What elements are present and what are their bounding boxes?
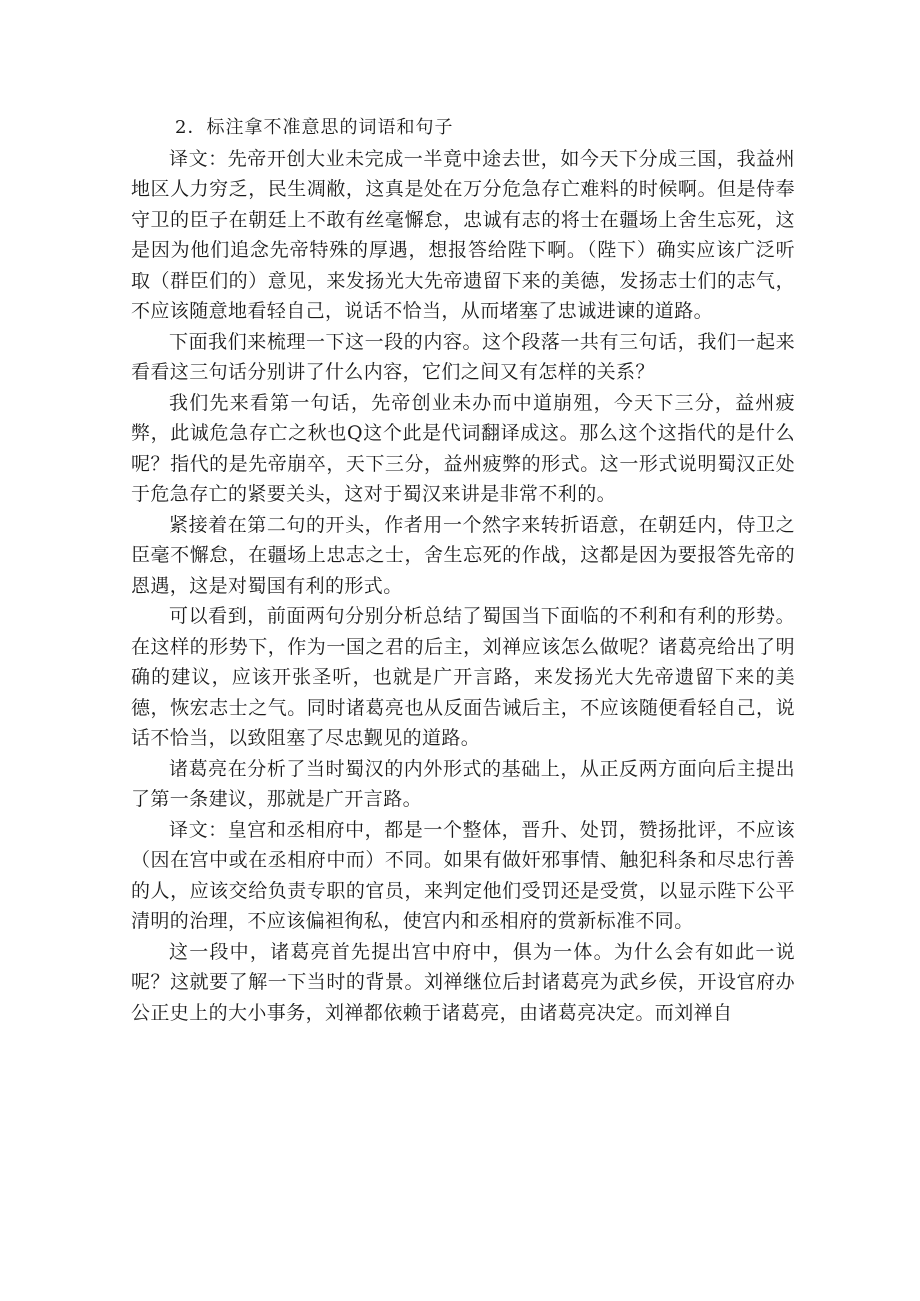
paragraph: 我们先来看第一句话，先帝创业未办而中道崩殂，今天下三分，益州疲弊，此诚危急存亡之秋也Q这个此是代词翻译成这。那么这个这指代的是什么呢？指代的是先帝崩卒，天下三分，益州疲弊的形式。这一形式说明蜀汉正处于危急存亡的紧要关头，这对于蜀汉来讲是非常不利的。 [131,391,795,505]
document-body [131,113,795,1028]
paragraph: 紧接着在第二句的开头，作者用一个然字来转折语意，在朝廷内，侍卫之臣毫不懈怠，在疆场上忠志之士，舍生忘死的作战，这都是因为要报答先帝的恩遇，这是对蜀国有利的形式。 [131,513,795,597]
paragraph: 译文：皇宫和丞相府中，都是一个整体，晋升、处罚，赞扬批评，不应该（因在宫中或在丞相府中而）不同。如果有做奸邪事情、触犯科条和尽忠行善的人，应该交给负责专职的官员，来判定他们受罚还是受赏，以显示陛下公平清明的治理，不应该偏袒徇私，使宫内和丞相府的赏新标准不同。 [131,818,795,932]
paragraph: 下面我们来梳理一下这一段的内容。这个段落一共有三句话，我们一起来看看这三句话分别讲了什么内容，它们之间又有怎样的关系？ [131,330,795,383]
paragraph: 可以看到，前面两句分别分析总结了蜀国当下面临的不利和有利的形势。在这样的形势下，作为一国之君的后主，刘禅应该怎么做呢？诸葛亮给出了明确的建议，应该开张圣听，也就是广开言路，来发扬光大先帝遗留下来的美德，恢宏志士之气。同时诸葛亮也从反面告诫后主，不应该随便看轻自己，说话不恰当，以致阻塞了尽忠觐见的道路。 [131,605,795,749]
paragraph: 诸葛亮在分析了当时蜀汉的内外形式的基础上，从正反两方面向后主提出了第一条建议，那就是广开言路。 [131,757,795,810]
paragraph: 译文：先帝开创大业未完成一半竟中途去世，如今天下分成三国，我益州地区人力穷乏，民生凋敝，这真是处在万分危急存亡难料的时候啊。但是侍奉守卫的臣子在朝廷上不敢有丝毫懈怠，忠诚有志的将士在疆场上舍生忘死，这是因为他们追念先帝特殊的厚遇，想报答给陛下啊。（陛下）确实应该广泛听取（群臣们的）意见，来发扬光大先帝遗留下来的美德，发扬志士们的志气，不应该随意地看轻自己，说话不恰当，从而堵塞了忠诚进谏的道路。 [131,147,795,322]
paragraph: 这一段中，诸葛亮首先提出宫中府中，俱为一体。为什么会有如此一说呢？这就要了解一下当时的背景。刘禅继位后封诸葛亮为武乡侯，开设官府办公正史上的大小事务，刘禅都依赖于诸葛亮，由诸葛亮决定。而刘禅自 [131,940,795,1024]
section-heading: 2．标注拿不准意思的词语和句子 [175,117,454,138]
